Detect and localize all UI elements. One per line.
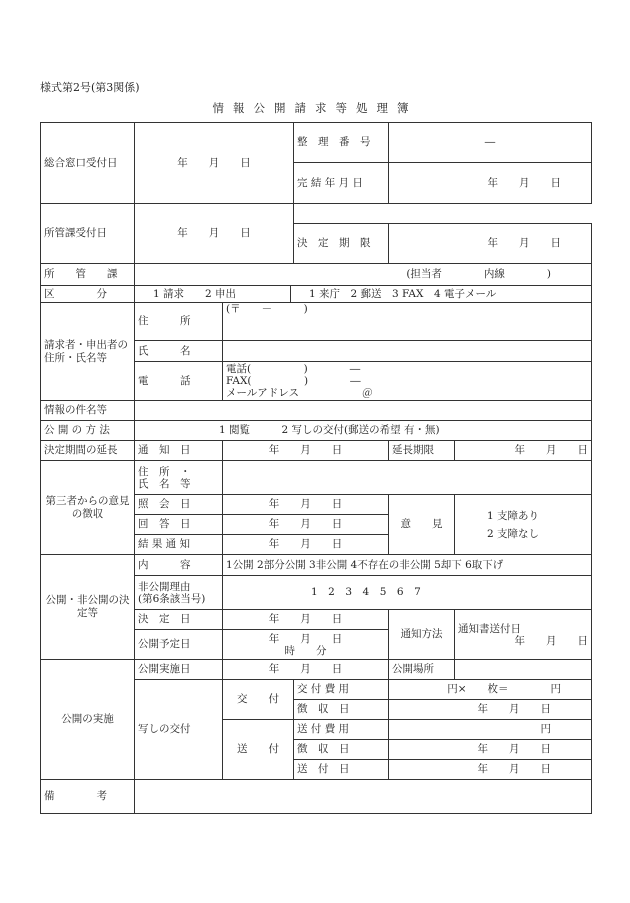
jisshi-bi-label: 公開実施日 xyxy=(135,660,223,680)
kofu-hiyo-value[interactable]: 円× 枚＝ 円 xyxy=(389,680,592,700)
kaito-date[interactable]: 年 月 日 xyxy=(223,515,389,535)
denwa-line-fax: FAX( ) ― xyxy=(226,375,361,387)
seikyusha-label: 請求者・申出者の住所・氏名等 xyxy=(41,303,135,401)
kettei-kigen-date[interactable]: 年 月 日 xyxy=(389,224,592,264)
iken-option-1: 1 支障あり xyxy=(487,509,540,522)
kekka-date[interactable]: 年 月 日 xyxy=(223,535,389,555)
denwa-line-mail: メールアドレス ＠ xyxy=(226,387,373,399)
hikokai-riyu-label xyxy=(135,576,223,610)
soufu-bi-date[interactable]: 年 月 日 xyxy=(389,760,592,780)
denwa-label: 電 話 xyxy=(135,362,223,401)
tsuchi-houho-label: 通知方法 xyxy=(389,610,455,660)
seiri-bango-value[interactable]: ― xyxy=(389,123,592,163)
form-number: 様式第2号(第3関係) xyxy=(40,81,140,94)
choshu2-label: 徴 収 日 xyxy=(294,740,389,760)
soufu-label: 送 付 xyxy=(223,720,294,780)
kanketsu-date[interactable]: 年 月 日 xyxy=(389,163,592,204)
tanto-naisen[interactable]: (担当者 内線 ) xyxy=(135,264,592,286)
kubun-label: 区 分 xyxy=(41,286,135,303)
kokai-houho-label: 公 開 の 方 法 xyxy=(41,421,135,441)
shokanka-label: 所 管 課 xyxy=(41,264,135,286)
yotei-time: 時 分 xyxy=(284,644,327,657)
shokai-label: 照 会 日 xyxy=(135,495,223,515)
basho-label: 公開場所 xyxy=(389,660,455,680)
iken-label: 意 見 xyxy=(389,495,455,555)
shokai-date[interactable]: 年 月 日 xyxy=(223,495,389,515)
tsuchi-label: 通 知 日 xyxy=(135,441,223,461)
shimei-label: 氏 名 xyxy=(135,341,223,362)
kaito-label: 回 答 日 xyxy=(135,515,223,535)
biko-value[interactable] xyxy=(135,780,592,814)
kofu-label: 交 付 xyxy=(223,680,294,720)
ds-jusho-label-line1: 住 所 ・ xyxy=(138,465,191,478)
processing-register-table xyxy=(40,122,592,814)
kokai-houho-options[interactable]: 1 閲覧 2 写しの交付(郵送の希望 有・無) xyxy=(135,421,592,441)
naiyo-options[interactable]: 1公開 2部分公開 3非公開 4不存在の非公開 5却下 6取下げ xyxy=(223,555,592,576)
soufu-bi-label: 送 付 日 xyxy=(294,760,389,780)
choshu1-label: 徴 収 日 xyxy=(294,700,389,720)
choshu2-date[interactable]: 年 月 日 xyxy=(389,740,592,760)
shokan-uketsuke-label: 所管課受付日 xyxy=(41,204,135,264)
jisshi-bi-date[interactable]: 年 月 日 xyxy=(223,660,389,680)
kekka-label: 結 果 通 知 xyxy=(135,535,223,555)
kettei-bi-label: 決 定 日 xyxy=(135,610,223,630)
naiyo-label: 内 容 xyxy=(135,555,223,576)
basho-value[interactable] xyxy=(455,660,592,680)
tsuchisho-label: 通知書送付日 xyxy=(458,622,522,635)
sogo-uketsuke-label: 総合窓口受付日 xyxy=(41,123,135,204)
iken-option-2: 2 支障なし xyxy=(487,527,540,540)
tsuchisho-sofu[interactable] xyxy=(455,610,592,660)
kenmei-label: 情報の件名等 xyxy=(41,401,135,421)
kofu-hiyo-label: 交 付 費 用 xyxy=(294,680,389,700)
encho-label: 決定期間の延長 xyxy=(41,441,135,461)
kettei-label: 公開・非公開の決定等 xyxy=(41,555,135,660)
kubun-method-options[interactable]: 1 来庁 2 郵送 3 FAX 4 電子メール xyxy=(291,286,592,303)
jisshi-label: 公開の実施 xyxy=(41,660,135,780)
jusho-label: 住 所 xyxy=(135,303,223,341)
hikokai-riyu-label-line2: (第6条該当号) xyxy=(138,592,206,605)
hikokai-riyu-label-line1: 非公開理由 xyxy=(138,580,191,593)
denwa-line-tel: 電話( ) ― xyxy=(226,363,361,375)
ds-jusho-value[interactable] xyxy=(223,461,592,495)
tsuchi-date[interactable]: 年 月 日 xyxy=(223,441,389,461)
kettei-bi-date[interactable]: 年 月 日 xyxy=(223,610,389,630)
form-title: 情報公開請求等処理簿 xyxy=(212,101,418,115)
shimei-value[interactable] xyxy=(223,341,592,362)
biko-label: 備 考 xyxy=(41,780,135,814)
encho-kigen-label: 延長期限 xyxy=(389,441,455,461)
ds-jusho-label-line2: 氏 名 等 xyxy=(138,477,191,490)
yotei-datetime[interactable] xyxy=(223,630,389,660)
denwa-values[interactable] xyxy=(223,362,592,401)
kanketsu-label: 完 結 年 月 日 xyxy=(294,163,389,204)
iken-options[interactable] xyxy=(455,495,592,555)
tsuchisho-date: 年 月 日 xyxy=(514,634,589,647)
sogo-uketsuke-date[interactable]: 年 月 日 xyxy=(135,123,294,204)
kubun-type-options[interactable]: 1 請求 2 申出 xyxy=(135,286,291,303)
utsushi-kofu-label: 写しの交付 xyxy=(135,680,223,780)
kenmei-value[interactable] xyxy=(135,401,592,421)
soufu-hiyo-value[interactable]: 円 xyxy=(389,720,592,740)
daisansha-label: 第三者からの意見の徴収 xyxy=(41,461,135,555)
yotei-date: 年 月 日 xyxy=(268,632,343,645)
kettei-kigen-label: 決 定 期 限 xyxy=(294,224,389,264)
seiri-bango-label: 整 理 番 号 xyxy=(294,123,389,163)
shokan-uketsuke-date[interactable]: 年 月 日 xyxy=(135,204,294,264)
encho-kigen-date[interactable]: 年 月 日 xyxy=(455,441,592,461)
soufu-hiyo-label: 送 付 費 用 xyxy=(294,720,389,740)
ds-jusho-label xyxy=(135,461,223,495)
hikokai-riyu-options[interactable]: 1 2 3 4 5 6 7 xyxy=(223,576,592,610)
jusho-value[interactable]: (〒 － ) xyxy=(223,303,592,341)
yotei-label: 公開予定日 xyxy=(135,630,223,660)
choshu1-date[interactable]: 年 月 日 xyxy=(389,700,592,720)
